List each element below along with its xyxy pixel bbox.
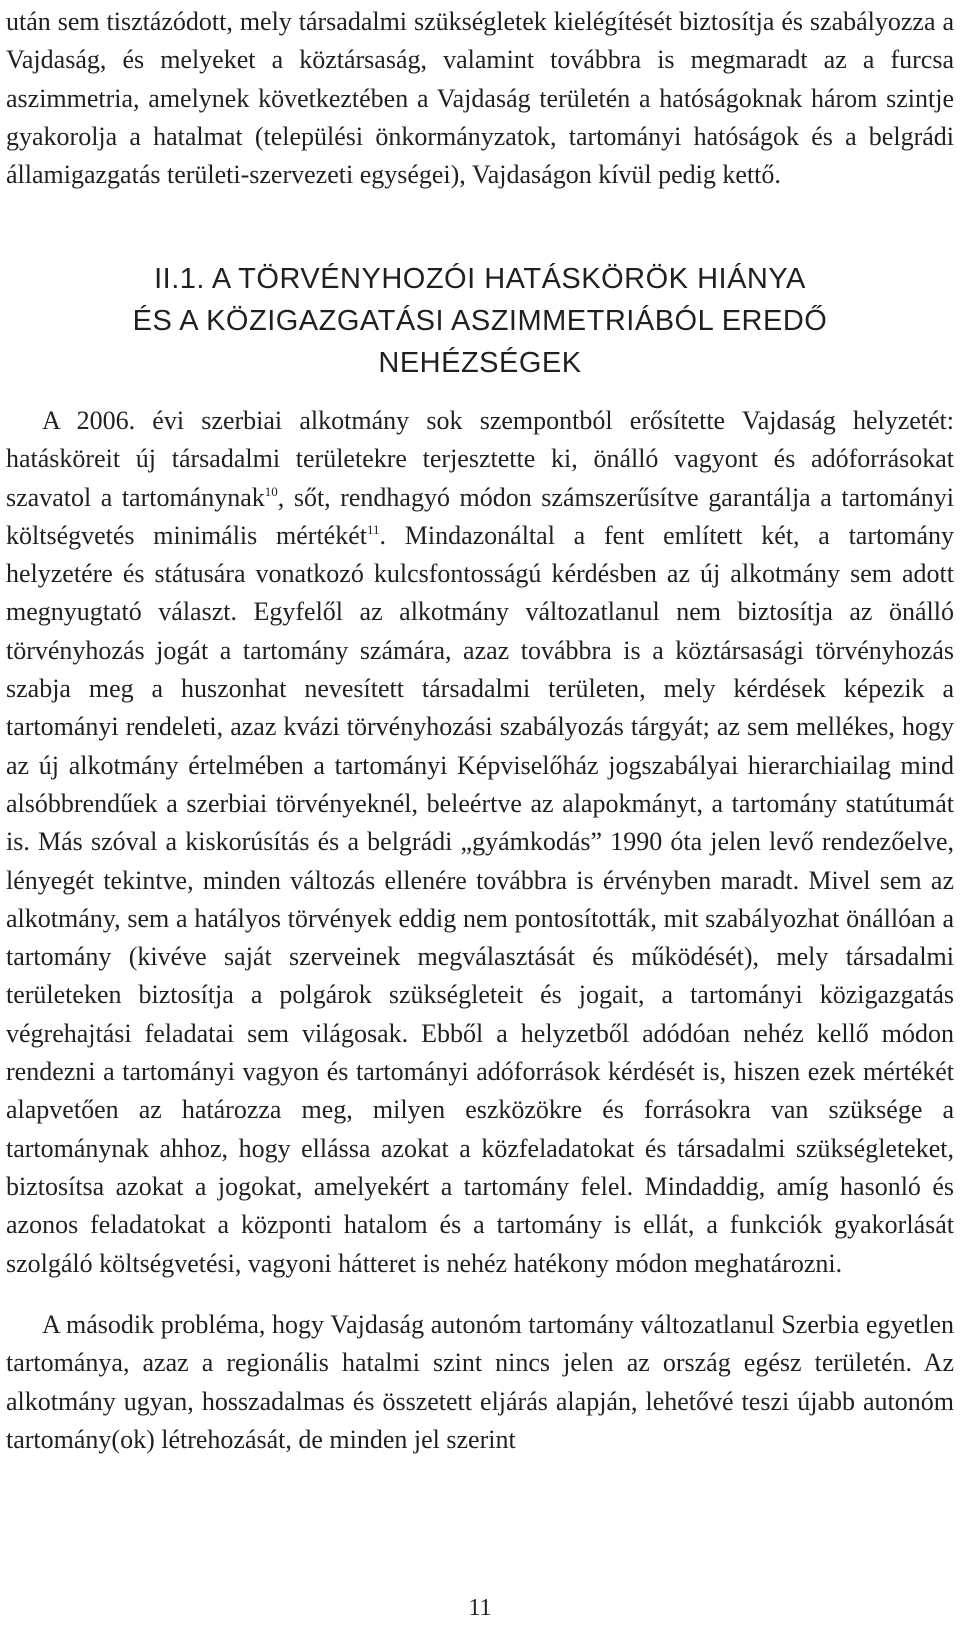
heading-line-3: NEHÉZSÉGEK (378, 347, 582, 379)
paragraph-main-part-3: . Mindazonáltal a fent említett két, a tartomány helyzetére és státusára vonatkozó kulcsfontosságú kérdésben az új alkotmány sem adott megnyugtató választ. Egyfelől az alkotmány változatlanul nem biztosítja az önálló törvényhozás jogát a tartomány számára, azaz továbbra is a köztársasági törvényhozás szabja meg a huszonhat nevesített társadalmi területen, mely kérdések képezik a tartományi rendeleti, azaz kvázi törvényhozási szabályozás tárgyát; az sem mellékes, hogy az új alkotmány értelmében a tartományi Képviselőház jogszabályai hierarchiailag mind alsóbbrendűek a szerbiai törvényeknél, beleértve az alapokmányt, a tartomány statútumát is. Más szóval a kiskorúsítás és a belgrádi „gyámkodás” 1990 óta jelen levő rendezőelve, lényegét tekintve, minden változás ellenére továbbra is érvényben maradt. Mivel sem az alkotmány, sem a hatályos törvények eddig nem pontosították, mit szabályozhat önállóan a tartomány (kivéve saját szerveinek megválasztását és működését), mely társadalmi területeken biztosítja a polgárok szükségleteit és jogait, a tartományi közigazgatás végrehajtási feladatai sem világosak. Ebből a helyzetből adódóan nehéz kellő módon rendezni a tartományi vagyon és tartományi adóforrások kérdését is, hiszen ezek mértékét alapvetően az határozza meg, milyen eszközökre és forrásokra van szüksége a tartománynak ahhoz, hogy ellássa azokat a közfeladatokat és társadalmi szükségleteket, biztosítsa azokat a jogokat, amelyekért a tartomány felel. Mindaddig, amíg hasonló és azonos feladatokat a központi hatalom és a tartomány is ellát, a funkciók gyakorlását szolgáló költségvetési, vagyoni hátteret is nehéz hatékony módon meghatározni. (6, 520, 954, 1278)
footnote-ref-11: 11 (366, 521, 380, 537)
paragraph-main-part-1: A 2006. évi szerbiai alkotmány sok szempontból erősítette Vajdaság helyzetét: hatásköreit új társadalmi területekre terjesztette ki, önálló vagyont és adóforrásokat szavatol a tartománynak (6, 406, 954, 512)
paragraph-last: A második probléma, hogy Vajdaság autonóm tartomány változatlanul Szerbia egyetlen tartománya, azaz a regionális hatalmi szint nincs jelen az ország egész területén. Az alkotmány ugyan, hosszadalmas és összetett eljárás alapján, lehetővé teszi újabb autonóm tartomány(ok) létrehozását, de minden jel szerint (6, 1310, 954, 1454)
page-number: 11 (468, 1595, 492, 1621)
paragraph-intro: után sem tisztázódott, mely társadalmi szükségletek kielégítését biztosítja és szabályozza a Vajdaság, és melyeket a köztársaság, valamint továbbra is megmaradt az a furcsa aszimmetria, amelynek következtében a Vajdaság területén a hatóságoknak három szintje gyakorolja a hatalmat (települési önkormányzatok, tartományi hatóságok és a belgrádi államigazgatás területi-szervezeti egységei), Vajdaságon kívül pedig kettő. (6, 7, 954, 190)
paragraph-main-part-2: , sőt, rendhagyó módon számszerűsítve garantálja a tartományi költségvetés minimális mértékét (6, 482, 954, 550)
heading-line-1: II.1. A TÖRVÉNYHOZÓI HATÁSKÖRÖK HIÁNYA (154, 263, 806, 295)
footnote-ref-10: 10 (264, 483, 278, 499)
section-heading (80, 258, 880, 384)
paragraph-main (6, 402, 954, 1283)
heading-line-2: ÉS A KÖZIGAZGATÁSI ASZIMMETRIÁBÓL EREDŐ (132, 305, 828, 337)
